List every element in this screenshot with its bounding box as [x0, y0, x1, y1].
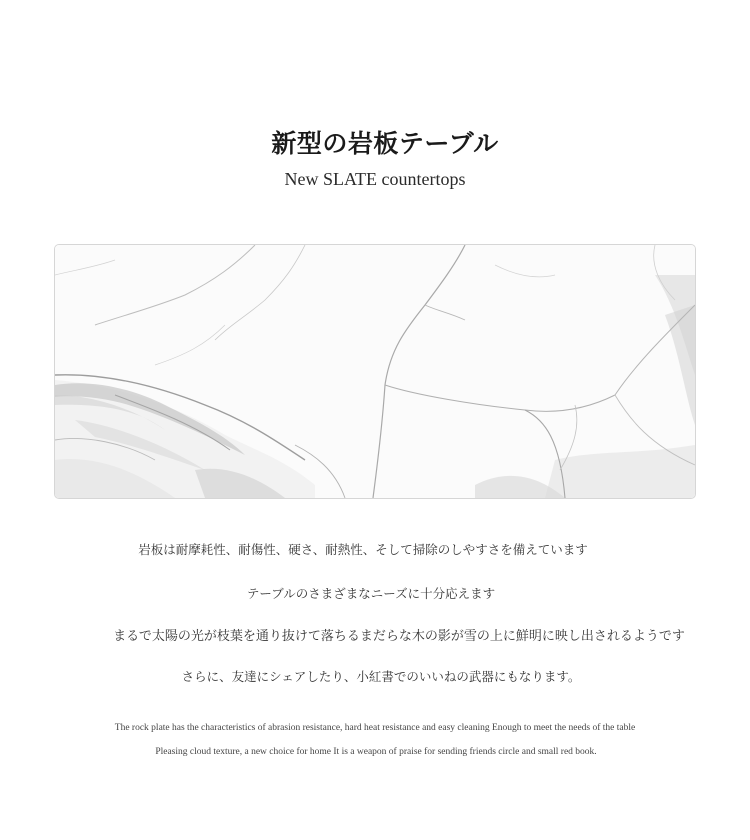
marble-texture: [55, 245, 695, 498]
page-title-jp: 新型の岩板テーブル: [271, 129, 499, 158]
description-jp-line-3: まるで太陽の光が枝葉を通り抜けて落ちるまだらな木の影が雪の上に鮮明に映し出されるようです: [113, 629, 685, 644]
description-jp-line-1: 岩板は耐摩耗性、耐傷性、硬さ、耐熱性、そして掃除のしやすさを備えています: [138, 542, 588, 557]
description-en-line-1: The rock plate has the characteristics of abrasion resistance, hard heat resistance and easy cleaning Enough to meet the needs of the table: [114, 723, 636, 733]
page-subtitle-en: New SLATE countertops: [284, 169, 466, 189]
marble-slab-image: [54, 244, 696, 499]
description-jp-line-2: テーブルのさまざまなニーズに十分応えます: [246, 586, 496, 601]
description-en-line-2: Pleasing cloud texture, a new choice for home It is a weapon of praise for sending friends circle and small red book.: [155, 747, 597, 757]
description-jp-line-4: さらに、友達にシェアしたり、小紅書でのいいねの武器にもなります。: [181, 669, 581, 684]
